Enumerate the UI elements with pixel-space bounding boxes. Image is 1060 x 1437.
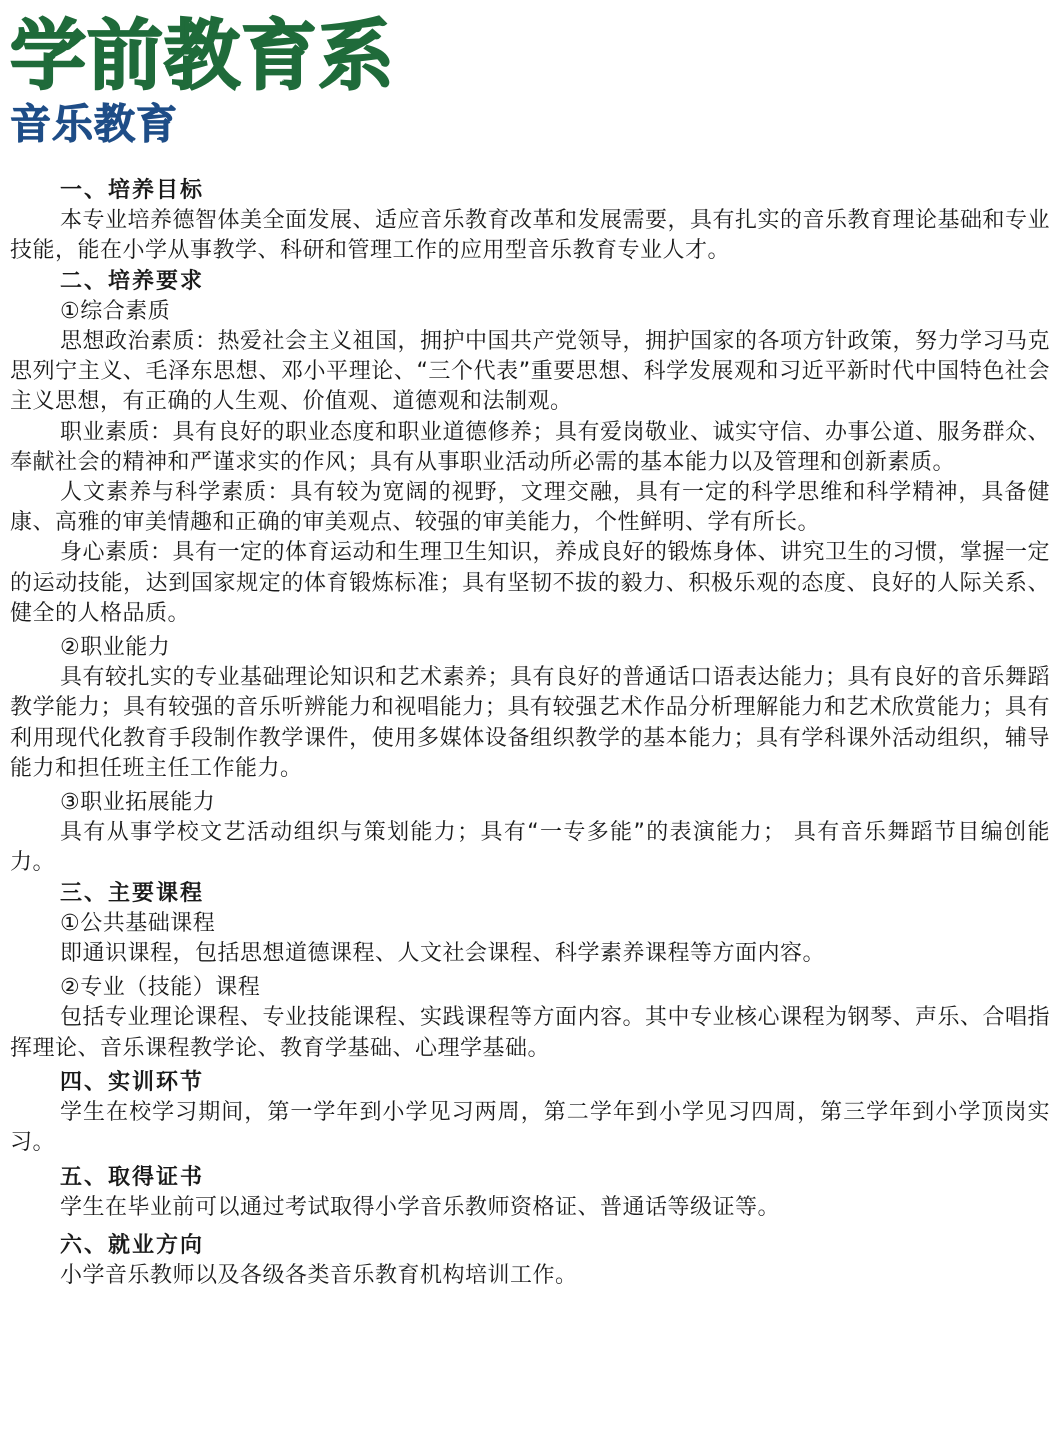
subheading-comprehensive: ①综合素质 [60, 298, 171, 324]
section-heading-courses: 三、主要课程 [60, 880, 205, 906]
major-title: 音乐教育 [10, 100, 178, 148]
subheading-extension-ability: ③职业拓展能力 [60, 790, 216, 816]
department-title: 学前教育系 [10, 11, 395, 100]
humanities-quality-text: 人文素养与科学素质：具有较为宽阔的视野，文理交融，具有一定的科学思维和科学精神，具备健康、高雅的审美情趣和正确的审美观点、较强的审美能力，个性鲜明、学有所长。 [10, 480, 1050, 536]
extension-ability-text: 具有从事学校文艺活动组织与策划能力；具有“一专多能”的表演能力； 具有音乐舞蹈节目编创能力。 [10, 820, 1050, 876]
program-content [10, 176, 1050, 1291]
section-heading-objective: 一、培养目标 [60, 178, 205, 203]
certificates-text: 学生在毕业前可以通过考试取得小学音乐教师资格证、普通话等级证等。 [60, 1194, 781, 1220]
section-heading-requirements: 二、培养要求 [60, 268, 205, 294]
section-heading-employment: 六、就业方向 [60, 1232, 205, 1258]
section-heading-training: 四、实训环节 [60, 1069, 205, 1095]
subheading-professional-ability: ②职业能力 [60, 635, 171, 661]
section-heading-certificates: 五、取得证书 [60, 1164, 205, 1190]
subheading-public-courses: ①公共基础课程 [60, 910, 216, 936]
objective-text: 本专业培养德智体美全面发展、适应音乐教育改革和发展需要，具有扎实的音乐教育理论基础和专业技能，能在小学从事教学、科研和管理工作的应用型音乐教育专业人才。 [10, 208, 1051, 264]
subheading-major-courses: ②专业（技能）课程 [60, 975, 261, 1001]
employment-text: 小学音乐教师以及各级各类音乐教育机构培训工作。 [60, 1263, 578, 1289]
professional-quality-text: 职业素质：具有良好的职业态度和职业道德修养；具有爱岗敬业、诚实守信、办事公道、服务群众、奉献社会的精神和严谨求实的作风；具有从事职业活动所必需的基本能力以及管理和创新素质。 [10, 419, 1051, 475]
political-quality-text: 思想政治素质：热爱社会主义祖国，拥护中国共产党领导，拥护国家的各项方针政策，努力学习马克思列宁主义、毛泽东思想、邓小平理论、“三个代表”重要思想、科学发展观和习近平新时代中国特色社会主义思想，有正确的人生观、价值观、道德观和法制观。 [10, 329, 1051, 415]
physical-quality-text: 身心素质：具有一定的体育运动和生理卫生知识，养成良好的锻炼身体、讲究卫生的习惯，掌握一定的运动技能，达到国家规定的体育锻炼标准；具有坚韧不拔的毅力、积极乐观的态度、良好的人际关系、健全的人格品质。 [10, 540, 1051, 626]
training-text: 学生在校学习期间，第一学年到小学见习两周，第二学年到小学见习四周，第三学年到小学顶岗实习。 [10, 1100, 1050, 1156]
major-courses-text: 包括专业理论课程、专业技能课程、实践课程等方面内容。其中专业核心课程为钢琴、声乐、合唱指挥理论、音乐课程教学论、教育学基础、心理学基础。 [10, 1005, 1051, 1061]
professional-ability-text: 具有较扎实的专业基础理论知识和艺术素养；具有良好的普通话口语表达能力；具有良好的音乐舞蹈教学能力；具有较强的音乐听辨能力和视唱能力；具有较强艺术作品分析理解能力和艺术欣赏能力；具有利用现代化教育手段制作教学课件，使用多媒体设备组织教学的基本能力；具有学科课外活动组织，辅导能力和担任班主任工作能力。 [10, 665, 1051, 781]
public-courses-text: 即通识课程，包括思想道德课程、人文社会课程、科学素养课程等方面内容。 [60, 941, 826, 967]
